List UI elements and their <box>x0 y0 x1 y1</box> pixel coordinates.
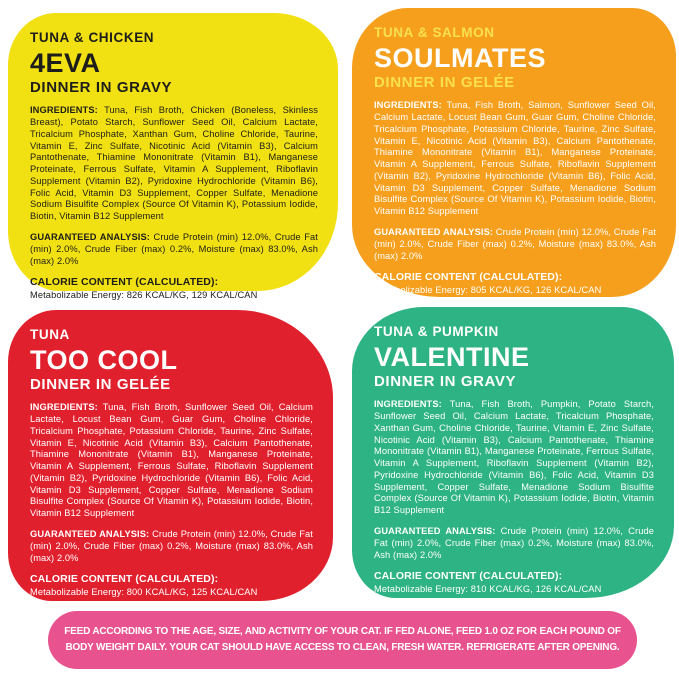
guaranteed-analysis-label: GUARANTEED ANALYSIS: <box>30 529 150 540</box>
ingredients-label: INGREDIENTS: <box>30 105 98 116</box>
flavor-line: TUNA & CHICKEN <box>30 30 155 45</box>
calorie-content-text: Metabolizable Energy: 805 KCAL/KG, 126 KCAL/CAN <box>374 284 602 295</box>
calorie-content-paragraph <box>374 271 656 296</box>
dinner-style-line: DINNER IN GRAVY <box>30 78 173 96</box>
flavor-line: TUNA & PUMPKIN <box>374 324 499 339</box>
ingredients-paragraph <box>30 105 318 223</box>
product-name: TOO COOL <box>30 344 178 375</box>
ingredients-label: INGREDIENTS: <box>30 402 98 413</box>
ingredients-text: Tuna, Fish Broth, Salmon, Sunflower Seed Oil, Calcium Lactate, Locust Bean Gum, Guar Gum, Choline Chloride, Tricalcium Phosphate, Potassium Chloride, Taurine, Zinc Sulfate, Vitamin E, Nicotinic Acid (Vitamin B3), Calcium Pantothenate, Thiamine Mononitrate (Vitamin B1), Manganese Proteinate, Vitamin A Supplement, Ferrous Sulfate, Riboflavin Supplement (Vitamin B2), Pyridoxine Hydrochloride (Vitamin B6), Folic Acid, Vitamin D3 Supplement, Copper Sulfate, Menadione Sodium Bisulfite Complex (Source Of Vitamin K), Potassium Iodide, Biotin, Vitamin B12 Supplement <box>374 100 656 217</box>
calorie-content-text: Metabolizable Energy: 800 KCAL/KG, 125 KCAL/CAN <box>30 586 258 597</box>
label-tuna-too-cool <box>8 310 333 601</box>
ingredients-paragraph <box>374 399 654 517</box>
calorie-content-paragraph <box>30 276 318 301</box>
calorie-content-label: CALORIE CONTENT (CALCULATED): <box>374 271 563 284</box>
dinner-style-line: DINNER IN GELÉE <box>374 73 515 91</box>
ingredients-text: Tuna, Fish Broth, Sunflower Seed Oil, Calcium Lactate, Locust Bean Gum, Guar Gum, Choline Chloride, Tricalcium Phosphate, Potassium Chloride, Taurine, Zinc Sulfate, Vitamin E, Nicotinic Acid (Vitamin B3), Calcium Pantothenate, Thiamine Mononitrate (Vitamin B1), Manganese Proteinate, Vitamin A Supplement, Ferrous Sulfate, Riboflavin Supplement (Vitamin B2), Pyridoxine Hydrochloride (Vitamin B6), Folic Acid, Vitamin D3 Supplement, Copper Sulfate, Menadione Sodium Bisulfite Complex (Source Of Vitamin K), Potassium Iodide, Biotin, Vitamin B12 Supplement <box>30 402 313 519</box>
guaranteed-analysis-paragraph <box>30 232 318 267</box>
guaranteed-analysis-label: GUARANTEED ANALYSIS: <box>30 232 150 243</box>
flavor-line: TUNA <box>30 327 70 342</box>
flavor-line: TUNA & SALMON <box>374 25 495 40</box>
feeding-instructions-text: FEED ACCORDING TO THE AGE, SIZE, AND ACTIVITY OF YOUR CAT. IF FED ALONE, FEED 1.0 OZ FOR EACH POUND OF BODY WEIGHT DAILY. YOUR CAT SHOULD HAVE ACCESS TO CLEAN, FRESH WATER. REFRIGERATE AFTER OPENING. <box>64 626 621 653</box>
calorie-content-paragraph <box>30 573 313 598</box>
guaranteed-analysis-text: Crude Protein (min) 12.0%, Crude Fat (min) 2.0%, Crude Fiber (max) 0.2%, Moisture (max) 83.0%, Ash (max) 2.0% <box>30 232 318 266</box>
guaranteed-analysis-label: GUARANTEED ANALYSIS: <box>374 526 496 537</box>
ingredients-paragraph <box>374 100 656 218</box>
calorie-content-label: CALORIE CONTENT (CALCULATED): <box>30 276 219 289</box>
ingredients-paragraph <box>30 402 313 520</box>
dinner-style-line: DINNER IN GELÉE <box>30 375 171 393</box>
ingredients-text: Tuna, Fish Broth, Chicken (Boneless, Skinless Breast), Potato Starch, Sunflower Seed Oil, Calcium Lactate, Tricalcium Phosphate, Xanthan Gum, Choline Chloride, Taurine, Vitamin E, Zinc Sulfate, Nicotinic Acid (Vitamin B3), Calcium Pantothenate, Thiamine Mononitrate (Vitamin B1), Manganese Proteinate, Ferrous Sulfate, Vitamin A Supplement, Riboflavin Supplement (Vitamin B2), Pyridoxine Hydrochloride (Vitamin B6), Folic Acid, Vitamin D3 Supplement, Copper Sulfate, Menadione Sodium Bisulfite Complex (Source Of Vitamin K), Potassium Iodide, Biotin, Vitamin B12 Supplement <box>30 105 318 222</box>
ingredients-label: INGREDIENTS: <box>374 100 442 111</box>
guaranteed-analysis-paragraph <box>374 227 656 262</box>
product-name: SOULMATES <box>374 42 546 73</box>
calorie-content-text: Metabolizable Energy: 826 KCAL/KG, 129 KCAL/CAN <box>30 289 258 300</box>
label-tuna-salmon-soulmates <box>352 8 676 297</box>
calorie-content-label: CALORIE CONTENT (CALCULATED): <box>374 570 563 583</box>
calorie-content-text: Metabolizable Energy: 810 KCAL/KG, 126 KCAL/CAN <box>374 583 602 594</box>
ingredients-label: INGREDIENTS: <box>374 399 442 410</box>
guaranteed-analysis-text: Crude Protein (min) 12.0%, Crude Fat (min) 2.0%, Crude Fiber (max) 0.2%, Moisture (max) 83.0%, Ash (max) 2.0% <box>374 227 656 261</box>
feeding-instructions-banner <box>48 611 637 669</box>
label-tuna-chicken-4eva <box>8 13 338 300</box>
guaranteed-analysis-label: GUARANTEED ANALYSIS: <box>374 227 494 238</box>
label-tuna-pumpkin-valentine <box>352 307 674 598</box>
guaranteed-analysis-paragraph <box>30 529 313 564</box>
guaranteed-analysis-paragraph <box>374 526 654 561</box>
product-name: VALENTINE <box>374 341 530 372</box>
ingredients-text: Tuna, Fish Broth, Pumpkin, Potato Starch, Sunflower Seed Oil, Calcium Lactate, Tricalcium Phosphate, Xanthan Gum, Choline Chloride, Taurine, Vitamin E, Zinc Sulfate, Nicotinic Acid (Vitamin B3), Calcium Pantothenate, Thiamine Mononitrate (Vitamin B1), Manganese Proteinate, Ferrous Sulfate, Vitamin A Supplement, Riboflavin Supplement (Vitamin B2), Pyridoxine Hydrochloride (Vitamin B6), Folic Acid, Vitamin D3 Supplement, Copper Sulfate, Menadione Sodium Bisulfite Complex (Source Of Vitamin K), Potassium Iodide, Biotin, Vitamin B12 Supplement <box>374 399 654 516</box>
guaranteed-analysis-text: Crude Protein (min) 12.0%, Crude Fat (min) 2.0%, Crude Fiber (max) 0.2%, Moisture (max) 83.0%, Ash (max) 2.0% <box>30 529 313 563</box>
calorie-content-paragraph <box>374 570 654 595</box>
calorie-content-label: CALORIE CONTENT (CALCULATED): <box>30 573 219 586</box>
product-name: 4EVA <box>30 47 101 78</box>
guaranteed-analysis-text: Crude Protein (min) 12.0%, Crude Fat (min) 2.0%, Crude Fiber (max) 0.2%, Moisture (max) 83.0%, Ash (max) 2.0% <box>374 526 655 560</box>
dinner-style-line: DINNER IN GRAVY <box>374 372 517 390</box>
